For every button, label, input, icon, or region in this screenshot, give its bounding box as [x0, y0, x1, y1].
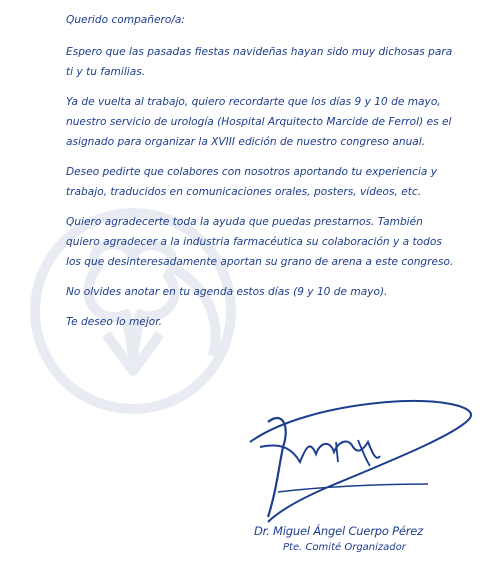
letter-paragraph: Quiero agradecerte toda la ayuda que puedas prestarnos. También quiero agradecer a la industria farmacéutica su colaboración y a todos los que desinteresadamente aportan su grano de arena a este congreso.	[66, 216, 454, 268]
letter-paragraph: Espero que las pasadas fiestas navideñas hayan sido muy dichosas para ti y tu familias.	[66, 46, 453, 78]
letter-closing: Te deseo lo mejor.	[66, 316, 162, 328]
signatory-name: Dr. Miguel Ángel Cuerpo Pérez	[254, 524, 424, 538]
letter-paragraph: Ya de vuelta al trabajo, quiero recordarte que los días 9 y 10 de mayo, nuestro servicio de urología (Hospital Arquitecto Marcide de Ferrol) es el asignado para organizar la XVIII edición de nuestro congreso anual.	[66, 96, 452, 148]
letter-paragraph: No olvides anotar en tu agenda estos días (9 y 10 de mayo).	[66, 286, 388, 298]
handwritten-signature	[238, 392, 488, 532]
letter-greeting: Querido compañero/a:	[66, 14, 185, 26]
letter-body	[66, 10, 458, 342]
letter-paragraph: Deseo pedirte que colabores con nosotros aportando tu experiencia y trabajo, traducidos en comunicaciones orales, posters, vídeos, etc.	[66, 166, 438, 198]
signatory-role: Pte. Comité Organizador	[283, 542, 406, 553]
